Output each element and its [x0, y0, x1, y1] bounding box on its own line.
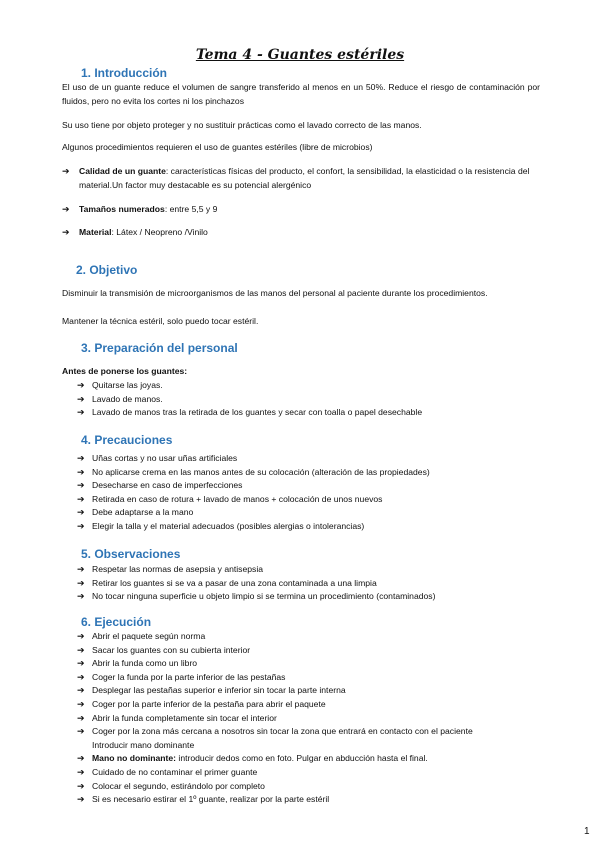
intro-paragraph-2: Su uso tiene por objeto proteger y no sustituir prácticas como el lavado correcto de las manos. [62, 120, 422, 130]
document-title: Tema 4 - Guantes estériles [195, 47, 405, 63]
list-item: Desecharse en caso de imperfecciones [92, 480, 243, 491]
list-item: Coger por la parte inferior de la pestaña para abrir el paquete [92, 699, 326, 709]
mano-no-dominante-text: introducir dedos como en foto. Pulgar en abducción hasta el final. [176, 753, 428, 764]
list-item: Abrir la funda completamente sin tocar el interior [92, 712, 277, 723]
list-item-mano-no-dominante [92, 752, 542, 766]
list-arrow-icon: ➔ [77, 712, 85, 723]
bullet-arrow-icon: ➔ [62, 166, 70, 176]
bullet-calidad-text: : características físicas del producto, el confort, la sensibilidad, la elasticidad o la resistencia del material.Un factor muy destacable es su potencial alergénico [79, 166, 530, 190]
list-item: Coger por la zona más cercana a nosotros sin tocar la zona que entrará en contacto con el paciente [92, 726, 473, 737]
bullet-tamanos-text: : entre 5,5 y 9 [164, 204, 218, 214]
bullet-tamanos-label: Tamaños numerados [79, 204, 165, 214]
list-arrow-icon: ➔ [77, 794, 85, 805]
list-item: Elegir la talla y el material adecuados (posibles alergias o intolerancias) [92, 521, 365, 531]
bullet-material-text: : Látex / Neopreno /Vinilo [111, 227, 208, 237]
bullet-arrow-icon: ➔ [62, 204, 70, 214]
list-item: Si es necesario estirar el 1º guante, realizar por la parte estéril [92, 794, 330, 805]
list-arrow-icon: ➔ [77, 407, 85, 418]
intro-paragraph-1: El uso de un guante reduce el volumen de sangre transferido al menos en un 50%. Reduce el riesgo de contaminación por fluidos, pero no evita los cortes ni los pinchazos [62, 82, 540, 106]
list-arrow-icon: ➔ [77, 380, 85, 390]
list-arrow-icon: ➔ [77, 591, 85, 602]
list-item: Introducir mano dominante [92, 739, 195, 750]
objetivo-paragraph-1: Disminuir la transmisión de microorganismos de las manos del personal al paciente durante los procedimientos. [62, 288, 488, 298]
list-item: Lavado de manos tras la retirada de los guantes y secar con toalla o papel desechable [92, 407, 423, 418]
bullet-material [79, 226, 541, 240]
list-item: No tocar ninguna superficie u objeto limpio si se termina un procedimiento (contaminados) [92, 591, 436, 602]
list-arrow-icon: ➔ [77, 726, 85, 737]
bullet-tamanos [79, 203, 541, 217]
list-item: Uñas cortas y no usar uñas artificiales [92, 453, 238, 463]
section-heading-ejecucion: 6. Ejecución [81, 615, 152, 629]
bullet-calidad [79, 165, 541, 192]
list-arrow-icon: ➔ [77, 466, 85, 477]
bullet-calidad-label: Calidad de un guante [79, 166, 166, 176]
list-arrow-icon: ➔ [77, 480, 85, 491]
list-arrow-icon: ➔ [77, 753, 85, 764]
objetivo-paragraph-2: Mantener la técnica estéril, solo puedo tocar estéril. [62, 316, 259, 326]
page-number: 1 [584, 826, 590, 837]
list-item: Respetar las normas de asepsia y antisepsia [92, 564, 264, 574]
list-item: Coger la funda por la parte inferior de las pestañas [92, 671, 286, 682]
list-arrow-icon: ➔ [77, 493, 85, 504]
list-arrow-icon: ➔ [77, 671, 85, 682]
list-arrow-icon: ➔ [77, 780, 85, 791]
list-arrow-icon: ➔ [77, 699, 85, 709]
list-arrow-icon: ➔ [77, 453, 85, 463]
list-item: Abrir el paquete según norma [92, 631, 206, 641]
list-item: No aplicarse crema en las manos antes de su colocación (alteración de las propiedades) [92, 466, 430, 477]
preparacion-intro: Antes de ponerse los guantes: [62, 366, 188, 376]
list-item: Retirada en caso de rotura + lavado de manos + colocación de unos nuevos [92, 493, 383, 504]
list-arrow-icon: ➔ [77, 521, 85, 531]
list-item: Abrir la funda como un libro [92, 658, 198, 669]
list-arrow-icon: ➔ [77, 644, 85, 655]
list-arrow-icon: ➔ [77, 393, 85, 404]
section-heading-precauciones: 4. Precauciones [81, 433, 173, 447]
section-heading-introduccion: 1. Introducción [81, 66, 168, 80]
list-item: Retirar los guantes si se va a pasar de una zona contaminada a una limpia [92, 577, 377, 588]
list-item: Sacar los guantes con su cubierta interior [92, 644, 251, 655]
section-heading-observaciones: 5. Observaciones [81, 547, 181, 561]
list-item: Cuidado de no contaminar el primer guante [92, 767, 258, 777]
mano-no-dominante-label: Mano no dominante: [92, 753, 177, 764]
list-item: Debe adaptarse a la mano [92, 507, 194, 518]
list-arrow-icon: ➔ [77, 507, 85, 518]
section-heading-preparacion: 3. Preparación del personal [81, 341, 238, 355]
bullet-material-label: Material [79, 227, 112, 237]
intro-paragraph-3: Algunos procedimientos requieren el uso de guantes estériles (libre de microbios) [62, 142, 373, 152]
list-arrow-icon: ➔ [77, 685, 85, 696]
list-arrow-icon: ➔ [77, 658, 85, 669]
bullet-arrow-icon: ➔ [62, 227, 70, 237]
list-arrow-icon: ➔ [77, 767, 85, 777]
list-item: Desplegar las pestañas superior e inferior sin tocar la parte interna [92, 685, 346, 696]
list-arrow-icon: ➔ [77, 577, 85, 588]
list-arrow-icon: ➔ [77, 631, 85, 641]
section-heading-objetivo: 2. Objetivo [76, 263, 138, 277]
list-item: Colocar el segundo, estirándolo por completo [92, 780, 265, 791]
list-item: Quitarse las joyas. [92, 380, 163, 390]
list-arrow-icon: ➔ [77, 564, 85, 574]
list-item: Lavado de manos. [92, 393, 163, 404]
